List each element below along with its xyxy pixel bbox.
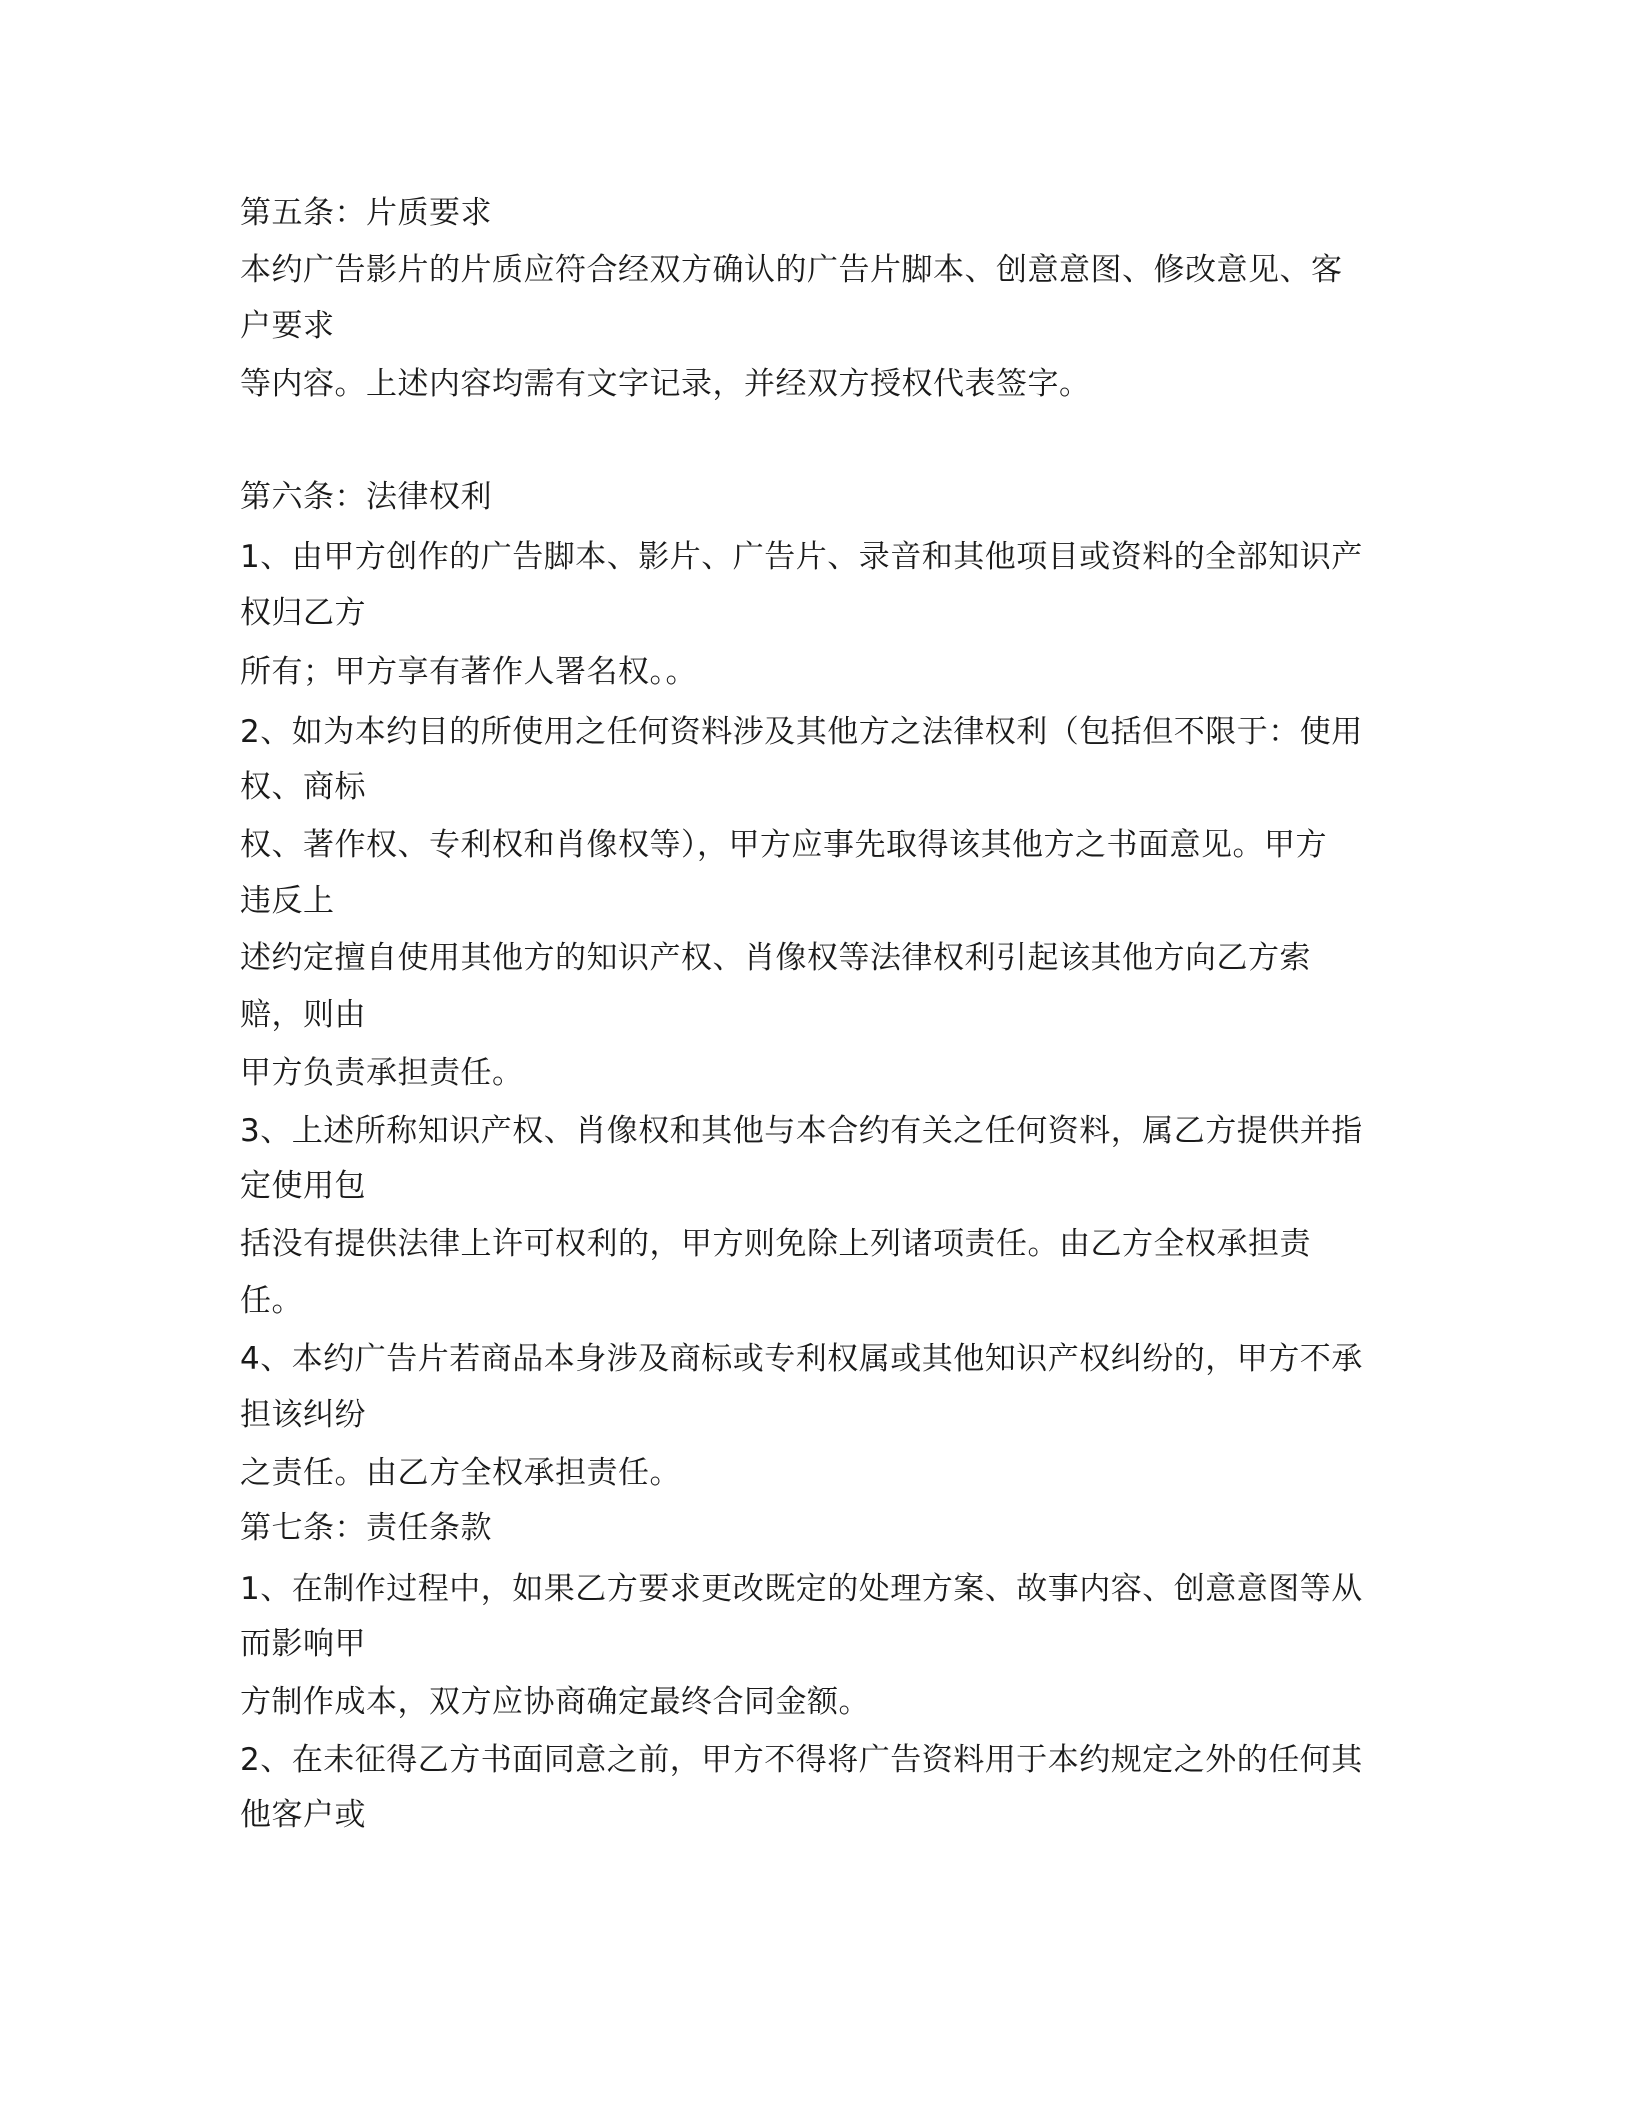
paragraph-line: 违反上 xyxy=(240,883,335,919)
paragraph-line: 赔，则由 xyxy=(240,997,366,1033)
paragraph-line: 户要求 xyxy=(240,308,335,344)
paragraph-line: 述约定擅自使用其他方的知识产权、肖像权等法律权利引起该其他方向乙方索 xyxy=(240,940,1311,976)
paragraph-line: 权归乙方 xyxy=(240,595,366,631)
paragraph-line: 所有；甲方享有著作人署名权。。 xyxy=(240,654,697,690)
paragraph-line: 甲方负责承担责任。 xyxy=(240,1055,524,1091)
paragraph-line: 3、上述所称知识产权、肖像权和其他与本合约有关之任何资料，属乙方提供并指 xyxy=(240,1113,1363,1149)
paragraph-line: 他客户或 xyxy=(240,1797,366,1833)
paragraph-line: 括没有提供法律上许可权利的，甲方则免除上列诸项责任。由乙方全权承担责 xyxy=(240,1226,1311,1262)
article-5-heading: 第五条：片质要求 xyxy=(240,195,492,231)
paragraph-line: 方制作成本，双方应协商确定最终合同金额。 xyxy=(240,1684,870,1720)
article-6-heading: 第六条：法律权利 xyxy=(240,479,492,515)
paragraph-line: 本约广告影片的片质应符合经双方确认的广告片脚本、创意意图、修改意见、客 xyxy=(240,252,1343,288)
article-7-heading: 第七条：责任条款 xyxy=(240,1510,492,1546)
paragraph-line: 担该纠纷 xyxy=(240,1397,366,1433)
paragraph-line: 定使用包 xyxy=(240,1168,366,1204)
paragraph-line: 1、由甲方创作的广告脚本、影片、广告片、录音和其他项目或资料的全部知识产 xyxy=(240,539,1363,575)
paragraph-line: 权、商标 xyxy=(240,769,366,805)
paragraph-line: 等内容。上述内容均需有文字记录，并经双方授权代表签字。 xyxy=(240,366,1091,402)
paragraph-line: 之责任。由乙方全权承担责任。 xyxy=(240,1455,681,1491)
paragraph-line: 1、在制作过程中，如果乙方要求更改既定的处理方案、故事内容、创意意图等从 xyxy=(240,1571,1363,1607)
paragraph-line: 2、如为本约目的所使用之任何资料涉及其他方之法律权利（包括但不限于：使用 xyxy=(240,714,1363,750)
paragraph-line: 而影响甲 xyxy=(240,1626,366,1662)
paragraph-line: 权、著作权、专利权和肖像权等），甲方应事先取得该其他方之书面意见。甲方 xyxy=(240,827,1327,863)
paragraph-line: 2、在未征得乙方书面同意之前，甲方不得将广告资料用于本约规定之外的任何其 xyxy=(240,1742,1363,1778)
paragraph-line: 任。 xyxy=(240,1283,303,1319)
paragraph-line: 4、本约广告片若商品本身涉及商标或专利权属或其他知识产权纠纷的，甲方不承 xyxy=(240,1341,1363,1377)
